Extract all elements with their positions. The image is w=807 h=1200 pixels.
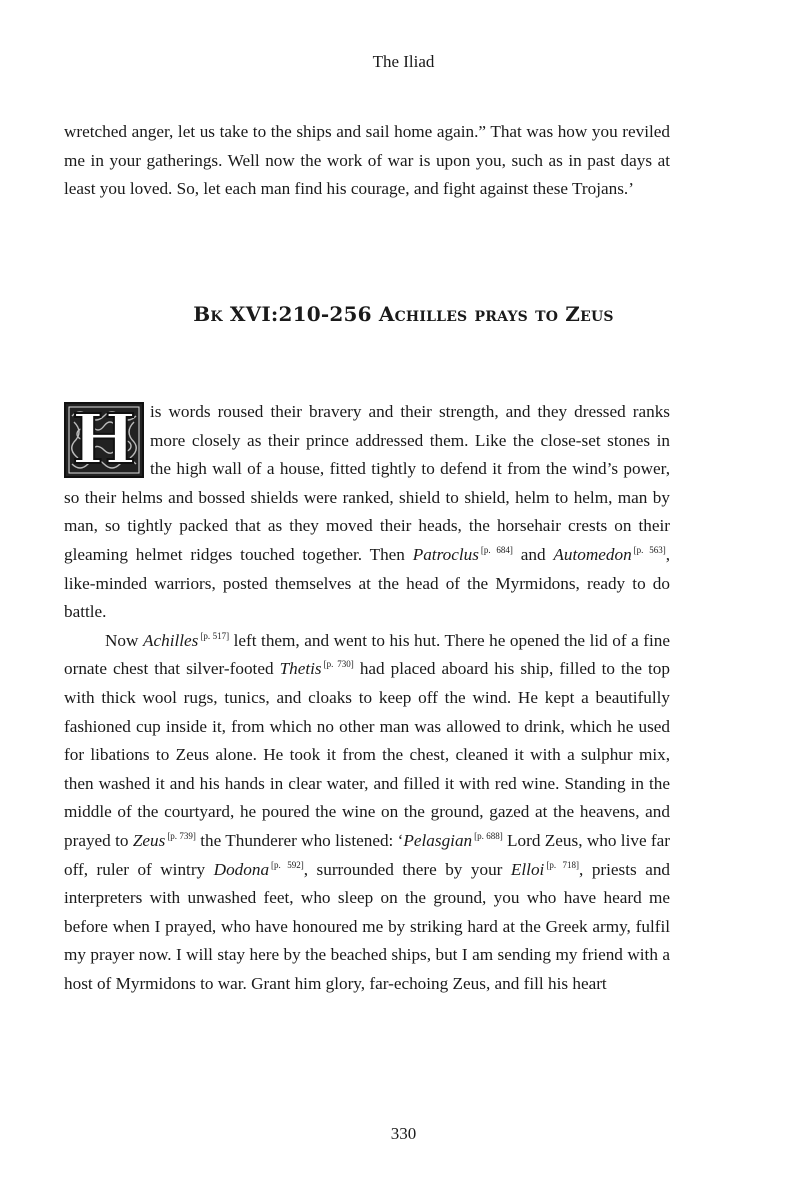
p2-ref-achilles[interactable]: [p. 517] — [200, 630, 230, 641]
p1-text-1: is words roused their bravery and their strength, and they dressed ranks more closely as their prince addressed them. Like the close-set stones in the high wall of a house, fitted tightly to defend it from the wind’s power, so their helms and bossed shields were ranked, shield to shield, helm to helm, man by man, so tightly packed that as they moved their heads, the horsehair crests on their gleaming helmet ridges touched together. Then — [64, 402, 670, 564]
intro-paragraph — [64, 118, 670, 204]
p2-text-2: left them, and went to his hut. There he opened the lid of a fine ornate chest that silver-footed — [64, 630, 671, 679]
p2-name-dodona: Dodona — [213, 859, 270, 879]
p2-text-1: Now — [105, 630, 143, 650]
p2-ref-dodona[interactable]: [p. 592] — [271, 859, 304, 870]
p2-ref-pelasgian[interactable]: [p. 688] — [474, 830, 503, 841]
p2-name-elloi: Elloi — [510, 859, 545, 879]
p1-text-3: , like-minded warriors, posted themselves at the head of the Myrmidons, ready to do battle. — [64, 544, 670, 622]
p2-name-pelasgian: Pelasgian — [403, 830, 473, 850]
running-head: The Iliad — [372, 52, 435, 71]
p2-ref-thetis[interactable]: [p. 730] — [323, 659, 354, 670]
p2-text-4: the Thunderer who listened: ‘ — [195, 830, 404, 850]
p2-name-zeus: Zeus — [132, 830, 166, 850]
p2-text-3: had placed aboard his ship, filled to the top with thick wool rugs, tunics, and cloaks to keep off the wind. He kept a beautifully fashioned cup inside it, from which no other man was allowed to drink, which he used for libations to Zeus alone. He took it from the chest, cleaned it with a sulphur mix, then washed it and his hands in clear water, and filled it with red wine. Standing in the middle of the courtyard, he poured the wine on the ground, gazed at the heavens, and prayed to — [64, 659, 670, 850]
p2-text-7: , priests and interpreters with unwashed feet, who sleep on the ground, you who have heard me before when I prayed, who have honoured me by striking hard at the Greek army, fulfil my prayer now. I will stay here by the beached ships, but I am sending my friend with a host of Myrmidons to war. Grant him glory, far-echoing Zeus, and fill his heart — [64, 859, 671, 993]
p2-ref-elloi[interactable]: [p. 718] — [546, 859, 580, 870]
p1-name-automedon: Automedon — [553, 544, 632, 564]
dropcap-letter: H — [71, 400, 137, 480]
p2-ref-zeus[interactable]: [p. 739] — [167, 830, 196, 841]
p2-name-achilles: Achilles — [142, 630, 199, 650]
p1-ref-patroclus[interactable]: [p. 684] — [480, 544, 513, 555]
body-text — [64, 398, 670, 998]
page-number: 330 — [390, 1124, 417, 1143]
p1-name-patroclus: Patroclus — [412, 544, 479, 564]
paragraph-1 — [64, 398, 670, 627]
section-heading: Bk XVI:210-256 Achilles prays to Zeus — [193, 302, 614, 326]
p2-text-5: Lord Zeus, who live far off, ruler of wintry — [64, 830, 670, 879]
p1-text-2: and — [512, 544, 554, 564]
ornamental-initial-icon — [64, 402, 144, 478]
p2-name-thetis: Thetis — [279, 659, 322, 679]
paragraph-2 — [64, 627, 670, 999]
intro-text: wretched anger, let us take to the ships and sail home again.” That was how you reviled me in your gatherings. Well now the work of war is upon you, such as in past days at least you loved. So, let each man find his courage, and fight against these Trojans.’ — [64, 122, 670, 199]
p1-ref-automedon[interactable]: [p. 563] — [633, 544, 666, 555]
p2-text-6: , surrounded there by your — [303, 859, 511, 879]
